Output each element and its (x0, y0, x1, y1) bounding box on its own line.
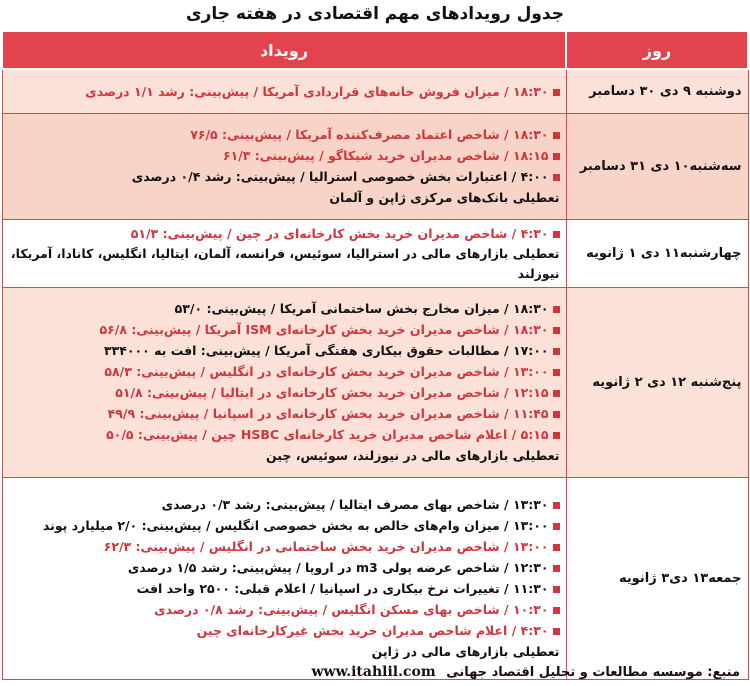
events-cell (2, 69, 566, 113)
event-item (9, 382, 560, 403)
event-item (9, 445, 560, 466)
event-text: تعطیلی بانک‌های مرکزی ژاپن و آلمان (329, 190, 560, 205)
event-item (9, 578, 560, 599)
event-text: ۵:۱۵ / اعلام شاخص مدیران خرید کارخانه‌ای HSBC چین / پیش‌بینی: ۵۰/۵ (106, 427, 549, 442)
table-row (2, 113, 748, 219)
event-text: ۱۳:۰۰ / میزان وام‌های خالص به بخش خصوصی انگلیس / پیش‌بینی: ۲/۰ میلیارد پوند (42, 518, 549, 533)
header-day: روز (566, 31, 748, 69)
header-event: رویداد (2, 31, 566, 69)
table-row (2, 219, 748, 287)
source-line (0, 661, 750, 684)
table-row (2, 477, 748, 679)
bullet-icon (553, 231, 560, 238)
bullet-icon (553, 369, 560, 376)
event-text: ۱۱:۳۰ / تغییرات نرخ بیکاری در اسپانیا / اعلام قبلی: ۲۵۰۰ واحد افت (136, 581, 549, 596)
event-item (9, 145, 560, 166)
event-text: ۱۸:۳۰ / شاخص مدیران خرید بخش کارخانه‌ای ISM آمریکا / پیش‌بینی: ۵۶/۸ (99, 322, 549, 337)
event-text: تعطیلی بازارهای مالی در ژاپن (371, 644, 560, 659)
day-cell: سه‌شنبه۱۰ دی ۳۱ دسامبر (566, 113, 748, 219)
event-item (9, 223, 560, 244)
events-cell (2, 219, 566, 287)
event-text: ۱۲:۳۰ / شاخص عرضه پولی m3 در اروپا / پیش‌بینی: رشد ۱/۵ درصدی (127, 560, 549, 575)
event-item (9, 298, 560, 319)
event-text: ۱۰:۳۰ / شاخص بهای مسکن انگلیس / پیش‌بینی: رشد ۰/۸ درصدی (154, 602, 549, 617)
table-row (2, 287, 748, 477)
event-item (9, 620, 560, 641)
events-table (1, 30, 749, 680)
bullet-icon (553, 306, 560, 313)
event-item (9, 641, 560, 662)
event-text: ۴:۳۰ / شاخص مدیران خرید بخش کارخانه‌ای در چین / پیش‌بینی: ۵۱/۳ (130, 225, 549, 241)
event-text: ۱۱:۴۵ / شاخص مدیران خرید بخش کارخانه‌ای در اسپانیا / پیش‌بینی: ۴۹/۹ (107, 406, 549, 421)
bullet-icon (553, 153, 560, 160)
events-cell (2, 287, 566, 477)
bullet-icon (553, 89, 560, 96)
day-cell: چهارشنبه۱۱ دی ۱ ژانویه (566, 219, 748, 287)
event-text: ۱۳:۰۰ / شاخص مدیران خرید بخش ساختمانی در انگلیس / پیش‌بینی: ۶۲/۳ (103, 539, 549, 554)
page-title: جدول رویدادهای مهم اقتصادی در هفته جاری (186, 4, 564, 24)
event-text: ۱۳:۳۰ / شاخص بهای مصرف ایتالیا / پیش‌بینی: رشد ۰/۳ درصدی (161, 497, 549, 512)
event-item (9, 244, 560, 284)
event-item (9, 124, 560, 145)
event-text: ۱۸:۳۰ / میزان مخارج بخش ساختمانی آمریکا / پیش‌بینی: ۵۳/۰ (174, 301, 549, 316)
bullet-icon (553, 432, 560, 439)
table-body (2, 69, 748, 679)
table-row (2, 69, 748, 113)
event-item (9, 81, 560, 102)
event-item (9, 403, 560, 424)
event-item (9, 599, 560, 620)
day-cell: دوشنبه ۹ دی ۳۰ دسامبر (566, 69, 748, 113)
bullet-icon (553, 174, 560, 181)
source-label: منبع: موسسه مطالعات و تحلیل اقتصاد جهانی (446, 665, 740, 680)
event-item (9, 361, 560, 382)
table-header-row (2, 31, 748, 69)
day-cell: جمعه۱۳ دی۳ ژانویه (566, 477, 748, 679)
day-cell: پنج‌شنبه ۱۲ دی ۲ ژانویه (566, 287, 748, 477)
event-item (9, 319, 560, 340)
event-text: تعطیلی بازارهای مالی در نیوزلند، سوئیس، چین (266, 448, 560, 463)
event-item (9, 494, 560, 515)
event-item (9, 166, 560, 187)
event-item (9, 536, 560, 557)
bullet-icon (553, 411, 560, 418)
bullet-icon (553, 523, 560, 530)
event-text: ۱۲:۱۵ / شاخص مدیران خرید بخش کارخانه‌ای در ایتالیا / پیش‌بینی: ۵۱/۸ (115, 385, 549, 400)
event-text: ۱۸:۱۵ / شاخص مدیران خرید شیکاگو / پیش‌بینی: ۶۱/۳ (222, 148, 549, 163)
bullet-icon (553, 565, 560, 572)
event-text: ۴:۳۰ / اعلام شاخص مدیران خرید بخش غیرکارخانه‌ای چین (196, 623, 549, 638)
event-item (9, 424, 560, 445)
bullet-icon (553, 348, 560, 355)
event-item (9, 515, 560, 536)
events-cell (2, 477, 566, 679)
event-item (9, 187, 560, 208)
bullet-icon (553, 502, 560, 509)
bullet-icon (553, 628, 560, 635)
event-text: ۱۸:۳۰ / شاخص اعتماد مصرف‌کننده آمریکا / پیش‌بینی: ۷۶/۵ (190, 127, 549, 142)
bullet-icon (553, 544, 560, 551)
bullet-icon (553, 390, 560, 397)
events-cell (2, 113, 566, 219)
event-item (9, 557, 560, 578)
event-text: ۱۳:۰۰ / شاخص مدیران خرید بخش کارخانه‌ای در انگلیس / پیش‌بینی: ۵۸/۳ (104, 364, 549, 379)
event-text: تعطیلی بازارهای مالی در استرالیا، سوئیس، فرانسه، آلمان، ایتالیا، انگلیس، کانادا، آمریکا، نیوزلند (10, 245, 560, 281)
event-text: ۴:۰۰ / اعتبارات بخش خصوصی استرالیا / پیش‌بینی: رشد ۰/۴ درصدی (131, 169, 549, 184)
source-url[interactable]: www.itahlil.com (311, 664, 436, 680)
event-text: ۱۷:۰۰ / مطالبات حقوق بیکاری هفتگی آمریکا / پیش‌بینی: افت به ۳۳۴۰۰۰ (103, 343, 549, 358)
bullet-icon (553, 327, 560, 334)
bullet-icon (553, 132, 560, 139)
event-text: ۱۸:۳۰ / میزان فروش خانه‌های قراردادی آمریکا / پیش‌بینی: رشد ۱/۱ درصدی (85, 83, 549, 99)
bullet-icon (553, 586, 560, 593)
event-item (9, 340, 560, 361)
bullet-icon (553, 607, 560, 614)
